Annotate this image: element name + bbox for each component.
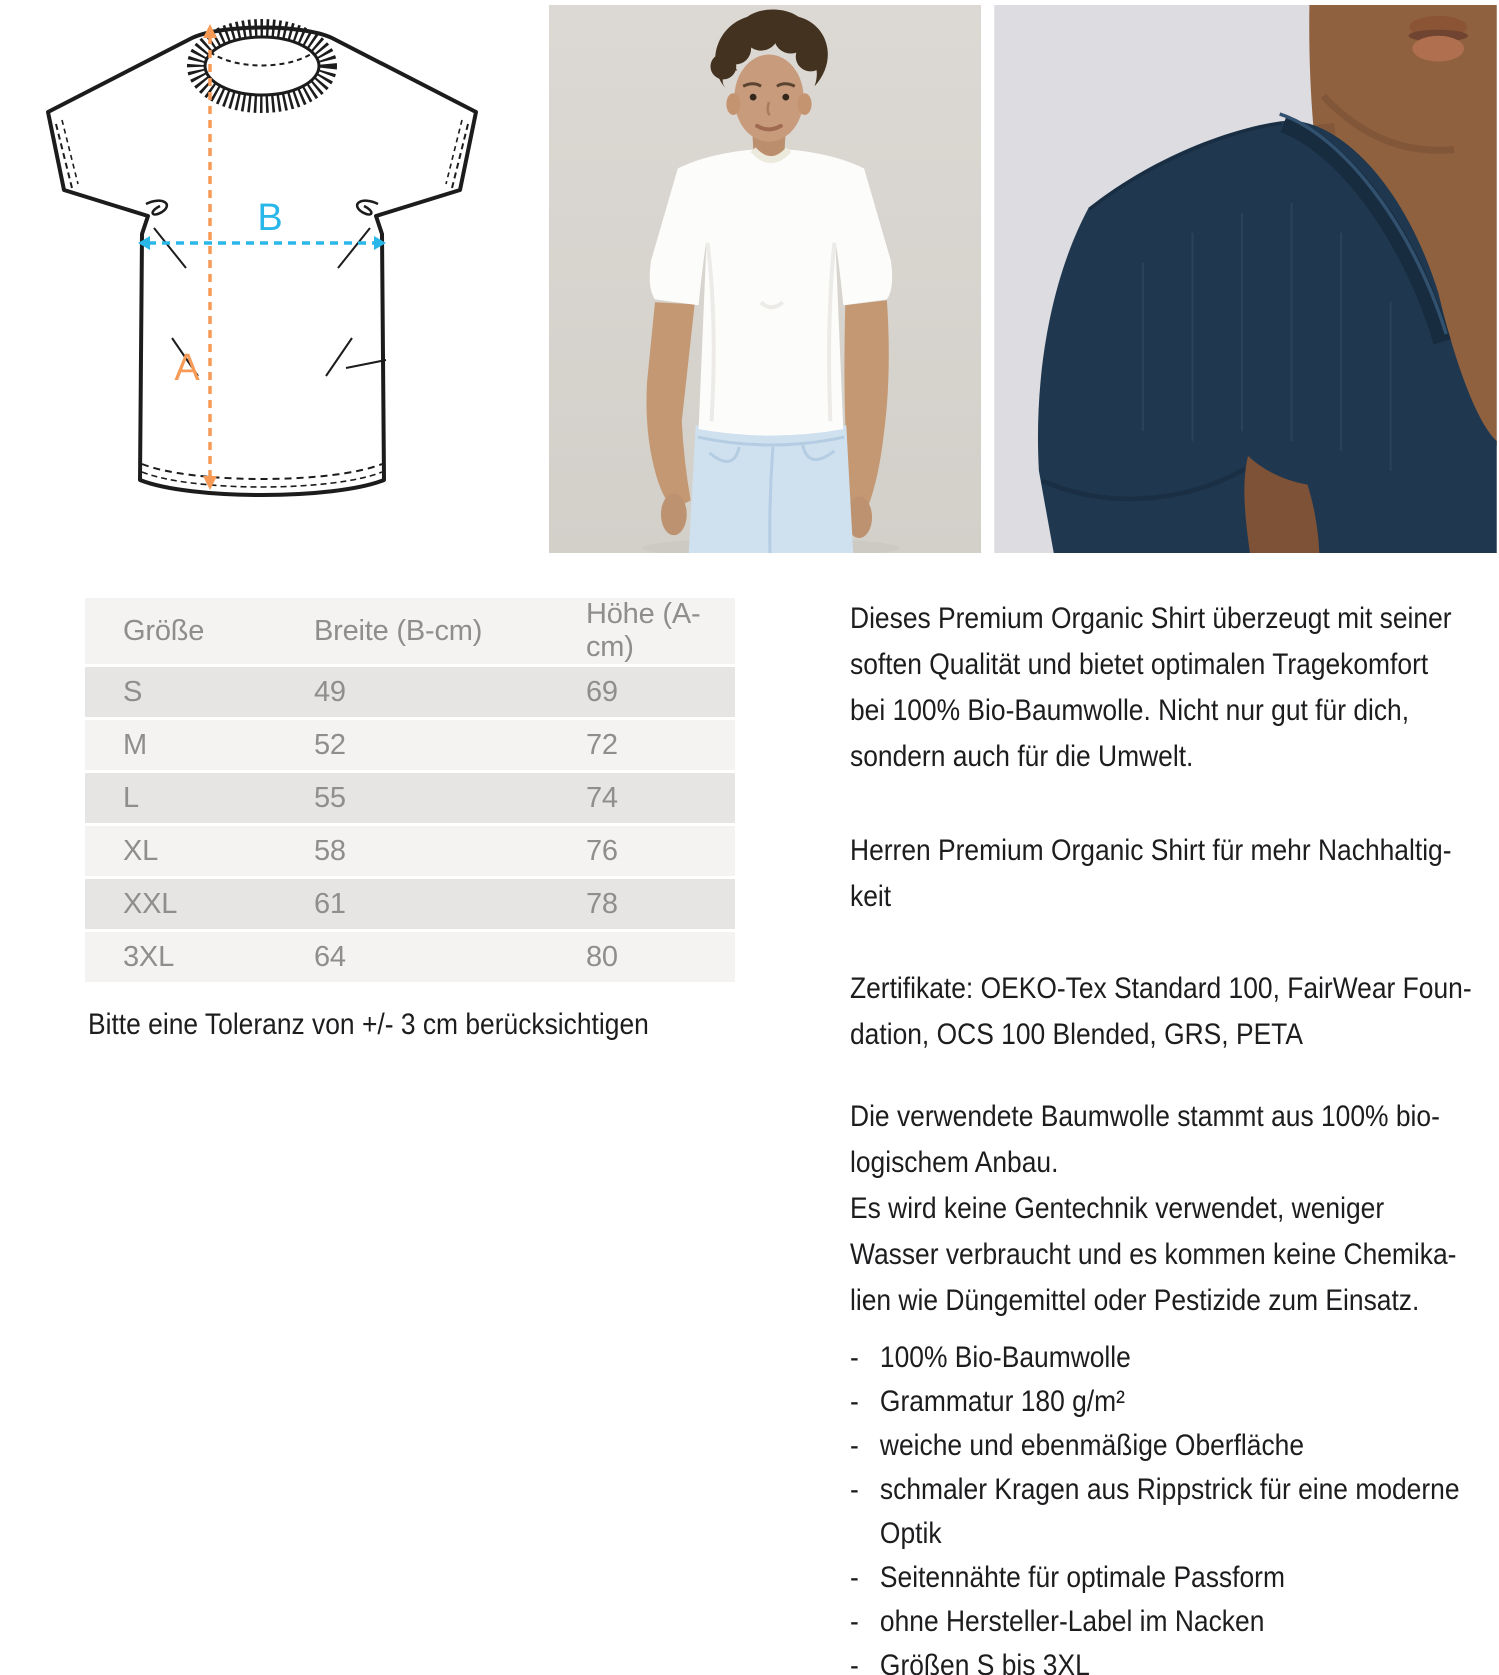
feature-text: ohne Hersteller-Label im Nacken: [879, 1605, 1265, 1638]
paragraph-line: Zertifikate: OEKO-Tex Standard 100, FairWear Foun-: [850, 972, 1472, 1005]
left-eye: [750, 94, 757, 101]
table-row: [85, 772, 735, 825]
column-header-height: Höhe (A-cm): [586, 598, 735, 666]
paragraph-line: Herren Premium Organic Shirt für mehr Nachhaltig-: [850, 834, 1452, 867]
bullet-marker: -: [850, 1649, 859, 1675]
table-row: [85, 878, 735, 931]
feature-text: 100% Bio-Baumwolle: [879, 1341, 1131, 1374]
size-table-header-row: [85, 598, 735, 666]
height-cell: 72: [586, 719, 735, 772]
feature-item: [850, 1336, 1460, 1380]
height-cell: 76: [586, 825, 735, 878]
table-row: [85, 719, 735, 772]
table-row: [85, 666, 735, 719]
width-cell: 52: [314, 719, 586, 772]
feature-text: schmaler Kragen aus Rippstrick für eine moderne Optik: [879, 1473, 1460, 1550]
navy-detail-photo: [992, 5, 1499, 553]
feature-text: weiche und ebenmäßige Oberfläche: [879, 1429, 1305, 1462]
paragraph-line: soften Qualität und bietet optimalen Tragekomfort: [850, 648, 1429, 681]
paragraph-line: Dieses Premium Organic Shirt überzeugt mit seiner: [850, 602, 1452, 635]
bullet-marker: -: [850, 1605, 859, 1638]
size-table-body: [85, 666, 735, 984]
right-ear: [798, 93, 812, 115]
size-cell: XL: [85, 825, 314, 878]
model-photo: [547, 5, 983, 553]
right-eye: [782, 94, 789, 101]
hair-curl-4: [796, 42, 826, 72]
feature-item: [850, 1644, 1460, 1675]
width-cell: 64: [314, 931, 586, 984]
tshirt-outline-drawing: [30, 8, 495, 508]
bullet-marker: -: [850, 1385, 859, 1418]
feature-item: [850, 1468, 1460, 1556]
feature-item: [850, 1380, 1460, 1424]
feature-item: [850, 1424, 1460, 1468]
description-paragraph-certificates: [850, 966, 1472, 1058]
bullet-marker: -: [850, 1341, 859, 1374]
hair-curl-2: [743, 15, 779, 51]
paragraph-line: Die verwendete Baumwolle stammt aus 100% bio-: [850, 1100, 1440, 1133]
paragraph-line: bei 100% Bio-Baumwolle. Nicht nur gut für dich,: [850, 694, 1410, 727]
size-cell: 3XL: [85, 931, 314, 984]
paragraph-line: dation, OCS 100 Blended, GRS, PETA: [850, 1018, 1303, 1051]
feature-item: [850, 1600, 1460, 1644]
size-cell: L: [85, 772, 314, 825]
width-cell: 58: [314, 825, 586, 878]
table-row: [85, 931, 735, 984]
description-paragraph-sustainability: [850, 828, 1452, 920]
column-header-size: Größe: [85, 598, 314, 666]
bullet-marker: -: [850, 1429, 859, 1462]
description-paragraph-quality: [850, 596, 1452, 780]
size-cell: XXL: [85, 878, 314, 931]
feature-text: Grammatur 180 g/m²: [879, 1385, 1125, 1418]
feature-text: Größen S bis 3XL: [879, 1649, 1090, 1675]
feature-item: [850, 1556, 1460, 1600]
width-cell: 61: [314, 878, 586, 931]
bullet-marker: -: [850, 1561, 859, 1594]
navy-detail-illustration: [992, 5, 1499, 553]
tolerance-note: Bitte eine Toleranz von +/- 3 cm berücksichtigen: [88, 1008, 649, 1041]
description-paragraph-cotton: [850, 1094, 1456, 1324]
size-cell: S: [85, 666, 314, 719]
paragraph-line: logischem Anbau.: [850, 1146, 1059, 1179]
paragraph-line: Es wird keine Gentechnik verwendet, weniger: [850, 1192, 1385, 1225]
column-header-width: Breite (B-cm): [314, 598, 586, 666]
width-cell: 49: [314, 666, 586, 719]
height-label: A: [174, 347, 200, 389]
hair-curl-5: [710, 54, 736, 80]
height-cell: 69: [586, 666, 735, 719]
model-photo-illustration: [547, 5, 983, 553]
paragraph-line: lien wie Düngemittel oder Pestizide zum Einsatz.: [850, 1284, 1420, 1317]
width-label: B: [257, 197, 283, 239]
paragraph-line: sondern auch für die Umwelt.: [850, 740, 1194, 773]
size-cell: M: [85, 719, 314, 772]
tshirt-measurement-diagram: [30, 8, 495, 508]
paragraph-line: Wasser verbraucht und es kommen keine Chemika-: [850, 1238, 1457, 1271]
height-cell: 74: [586, 772, 735, 825]
bullet-marker: -: [850, 1473, 859, 1506]
left-ear: [726, 93, 740, 115]
lower-lip: [1412, 36, 1464, 62]
size-table: [85, 598, 735, 985]
height-cell: 80: [586, 931, 735, 984]
table-row: [85, 825, 735, 878]
height-cell: 78: [586, 878, 735, 931]
feature-list: [850, 1336, 1460, 1675]
feature-text: Seitennähte für optimale Passform: [879, 1561, 1285, 1594]
width-cell: 55: [314, 772, 586, 825]
left-hand: [661, 494, 687, 536]
paragraph-line: keit: [850, 880, 892, 913]
